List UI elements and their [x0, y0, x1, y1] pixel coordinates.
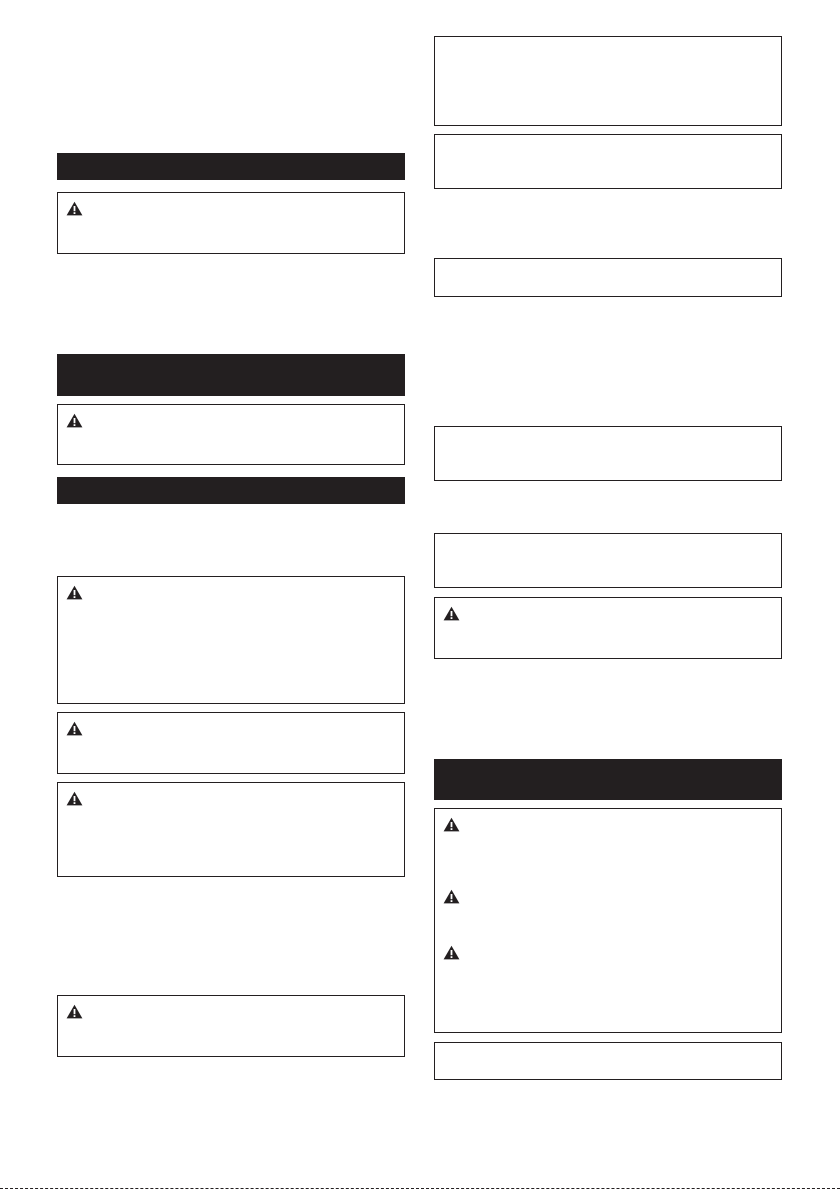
page-bottom-rule	[0, 1188, 840, 1189]
section-header-bar	[57, 477, 405, 504]
warning-triangle-icon	[66, 721, 83, 736]
warning-notice-box	[57, 712, 405, 774]
warning-triangle-icon	[66, 413, 83, 428]
warning-notice-box	[57, 576, 405, 704]
warning-triangle-icon	[66, 585, 83, 600]
note-box	[434, 1042, 782, 1080]
warning-triangle-icon	[66, 201, 83, 216]
note-box	[434, 533, 782, 588]
note-box	[434, 258, 782, 297]
note-box	[434, 426, 782, 481]
note-box	[434, 134, 782, 189]
warning-triangle-icon	[443, 606, 460, 621]
warning-notice-box	[434, 597, 782, 659]
note-box	[434, 36, 782, 126]
warning-notice-box	[57, 404, 405, 465]
warning-triangle-icon	[443, 945, 460, 960]
warning-notice-box	[57, 995, 405, 1057]
section-header-bar	[434, 759, 782, 800]
warning-notice-box	[57, 782, 405, 877]
warning-notice-box	[57, 192, 405, 254]
section-header-bar	[57, 354, 405, 396]
warning-triangle-icon	[443, 889, 460, 904]
warning-triangle-icon	[66, 1004, 83, 1019]
warning-triangle-icon	[443, 817, 460, 832]
warning-triangle-icon	[66, 791, 83, 806]
warning-notice-box	[434, 808, 782, 1033]
section-header-bar	[57, 153, 405, 180]
